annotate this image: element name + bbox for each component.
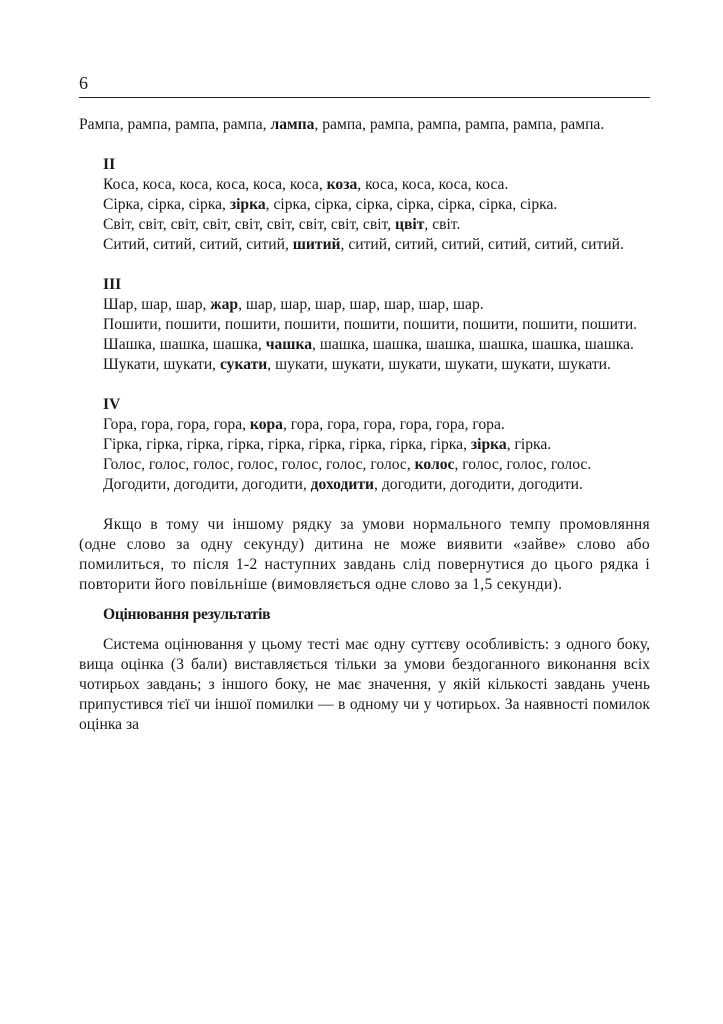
word-line-text-end: , сірка, сірка, сірка, сірка, сірка, сірка, сірка. [265, 196, 558, 213]
word-line-text: Коса, коса, коса, коса, коса, коса, [103, 176, 327, 193]
word-line [79, 415, 650, 435]
section-heading: III [103, 276, 122, 293]
word-line-text: Пошити, пошити, пошити, пошити, пошити, пошити, пошити, пошити, пошити. [103, 316, 638, 333]
intro-line-text-end: , рампа, рампа, рампа, рампа, рампа, рампа. [314, 116, 605, 133]
odd-word: доходити [310, 476, 375, 493]
word-line [79, 295, 650, 315]
word-line-text: Голос, голос, голос, голос, голос, голос, голос, [103, 456, 415, 473]
odd-word: колос [414, 456, 455, 473]
spacer [79, 595, 650, 605]
word-line [79, 435, 650, 455]
note-paragraph: Якщо в тому чи іншому рядку за умови нормального темпу промовляння (одне слово за одну секунду) дитина не може виявити «зайве» слово або помилиться, то після 1-2 наступних завдань слід повернутися до цього рядка і повторити його повільніше (вимовляється одне слово за 1,5 секунди). [79, 516, 650, 593]
word-line-text-end: , шашка, шашка, шашка, шашка, шашка, шашка. [312, 336, 634, 353]
odd-word: зірка [229, 196, 266, 213]
word-line [79, 475, 650, 495]
odd-word: коза [326, 176, 358, 193]
spacer [79, 495, 650, 515]
intro-line [79, 115, 650, 135]
page-content [79, 115, 650, 735]
word-line-text-end: , шукати, шукати, шукати, шукати, шукати, шукати. [267, 356, 611, 373]
results-paragraph: Система оцінювання у цьому тесті має одну суттєву особливість: з одного боку, вища оцінка (3 бали) виставляється тільки за умови бездоганного виконання всіх чотирьох завдань; з іншого боку, не має значення, у якій кількості завдань учень припустився тієї чи іншої помилки — в одному чи у чотирьох. За наявності помилок оцінка за [79, 636, 650, 733]
section-4 [79, 395, 650, 495]
word-line [79, 335, 650, 355]
word-line [79, 175, 650, 195]
odd-word: чашка [265, 336, 313, 353]
word-line [79, 235, 650, 255]
section-3 [79, 275, 650, 375]
results-heading: Оцінювання результатів [103, 606, 271, 623]
word-line-text-end: , коса, коса, коса, коса. [357, 176, 509, 193]
odd-word: цвіт [394, 216, 425, 233]
word-line [79, 215, 650, 235]
page-number: 6 [79, 73, 88, 93]
spacer [79, 375, 650, 395]
odd-word: зірка [470, 436, 507, 453]
odd-word: сукати [219, 356, 268, 373]
word-line-text-end: , шар, шар, шар, шар, шар, шар, шар. [238, 296, 484, 313]
section-heading: IV [103, 396, 121, 413]
word-line-text: Сірка, сірка, сірка, [103, 196, 230, 213]
odd-word: жар [210, 296, 239, 313]
word-line [79, 315, 650, 335]
word-line [79, 455, 650, 475]
word-line [79, 355, 650, 375]
word-line-text: Шукати, шукати, [103, 356, 220, 373]
section-2 [79, 155, 650, 255]
word-line-text: Світ, світ, світ, світ, світ, світ, світ, світ, світ, [103, 216, 395, 233]
word-line-text-end: , світ. [424, 216, 461, 233]
word-line-text-end: , ситий, ситий, ситий, ситий, ситий, ситий. [340, 236, 624, 253]
spacer [79, 135, 650, 155]
spacer [79, 625, 650, 635]
word-line-text-end: , голос, голос, голос. [454, 456, 592, 473]
header-rule [79, 97, 650, 98]
odd-word: кора [249, 416, 283, 433]
word-line-text: Гірка, гірка, гірка, гірка, гірка, гірка, гірка, гірка, гірка, [103, 436, 471, 453]
word-line-text: Шашка, шашка, шашка, [103, 336, 266, 353]
word-line-text-end: , догодити, догодити, догодити. [374, 476, 583, 493]
intro-line-text: Рампа, рампа, рампа, рампа, [79, 116, 271, 133]
word-line-text: Шар, шар, шар, [103, 296, 211, 313]
intro-line-odd-word: лампа [270, 116, 315, 133]
odd-word: шитий [292, 236, 341, 253]
word-line-text: Гора, гора, гора, гора, [103, 416, 250, 433]
word-line-text-end: , гора, гора, гора, гора, гора, гора. [282, 416, 505, 433]
word-line [79, 195, 650, 215]
word-line-text-end: , гірка. [506, 436, 552, 453]
word-line-text: Ситий, ситий, ситий, ситий, [103, 236, 293, 253]
word-line-text: Догодити, догодити, догодити, [103, 476, 311, 493]
section-heading: II [103, 156, 116, 173]
spacer [79, 255, 650, 275]
